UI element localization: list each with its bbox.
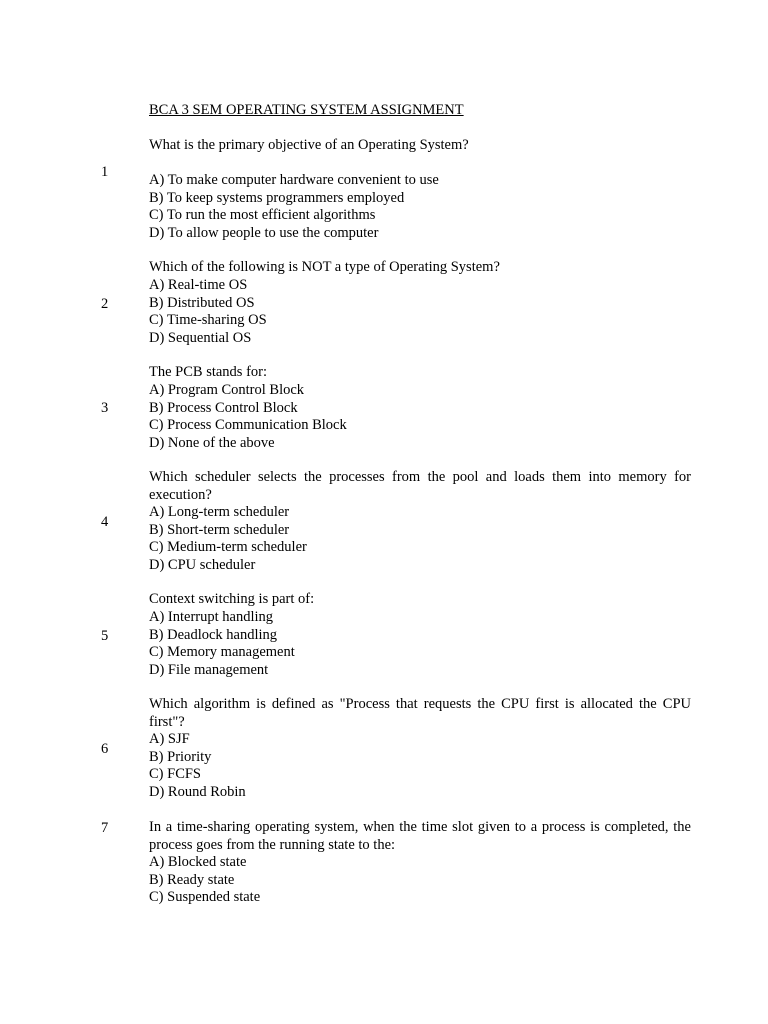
- question-options: [149, 277, 267, 347]
- option: B) Distributed OS: [149, 294, 255, 311]
- document-title: BCA 3 SEM OPERATING SYSTEM ASSIGNMENT: [149, 102, 464, 118]
- option: C) Time-sharing OS: [149, 312, 267, 329]
- option: A) Blocked state: [149, 854, 247, 870]
- question-options: [149, 504, 307, 574]
- question-number: 2: [101, 296, 109, 312]
- option: C) Process Communication Block: [149, 417, 347, 434]
- option: D) CPU scheduler: [149, 556, 256, 573]
- option: D) File management: [149, 661, 269, 678]
- option: B) To keep systems programmers employed: [149, 189, 405, 206]
- question-options: [149, 731, 246, 801]
- question-number: 6: [101, 741, 109, 757]
- option: D) Round Robin: [149, 783, 246, 800]
- question-options: [149, 382, 347, 452]
- option: A) Long-term scheduler: [149, 504, 290, 520]
- question-number: 4: [101, 514, 109, 530]
- option: B) Priority: [149, 748, 212, 765]
- option: C) Memory management: [149, 644, 295, 661]
- question-options: [149, 609, 295, 679]
- question-text: Which algorithm is defined as "Process that requests the CPU first is allocated the CPU first"?: [149, 696, 691, 730]
- question-number: 5: [101, 628, 109, 644]
- option: B) Process Control Block: [149, 399, 298, 416]
- question-number: 7: [101, 820, 109, 836]
- option: A) Real-time OS: [149, 277, 248, 293]
- question-number: 1: [101, 164, 109, 180]
- question-text: Which scheduler selects the processes from the pool and loads them into memory for execution?: [149, 469, 691, 503]
- question-text: In a time-sharing operating system, when the time slot given to a process is completed, the process goes from the running state to the:: [149, 819, 691, 853]
- option: A) To make computer hardware convenient to use: [149, 172, 439, 188]
- option: D) None of the above: [149, 434, 275, 451]
- option: C) Medium-term scheduler: [149, 539, 307, 556]
- option: D) To allow people to use the computer: [149, 224, 379, 241]
- question-text: Context switching is part of:: [149, 591, 315, 607]
- question-text: What is the primary objective of an Operating System?: [149, 137, 469, 153]
- question-text: The PCB stands for:: [149, 364, 268, 380]
- question-number: 3: [101, 400, 109, 416]
- option: B) Short-term scheduler: [149, 521, 290, 538]
- option: A) SJF: [149, 731, 190, 747]
- option: C) Suspended state: [149, 889, 261, 906]
- option: B) Deadlock handling: [149, 626, 278, 643]
- option: A) Interrupt handling: [149, 609, 274, 625]
- option: C) To run the most efficient algorithms: [149, 207, 376, 224]
- option: D) Sequential OS: [149, 329, 252, 346]
- option: A) Program Control Block: [149, 382, 305, 398]
- option: B) Ready state: [149, 871, 235, 888]
- question-text: Which of the following is NOT a type of Operating System?: [149, 259, 500, 275]
- option: C) FCFS: [149, 766, 201, 783]
- question-options: [149, 854, 260, 907]
- question-options: [149, 172, 439, 242]
